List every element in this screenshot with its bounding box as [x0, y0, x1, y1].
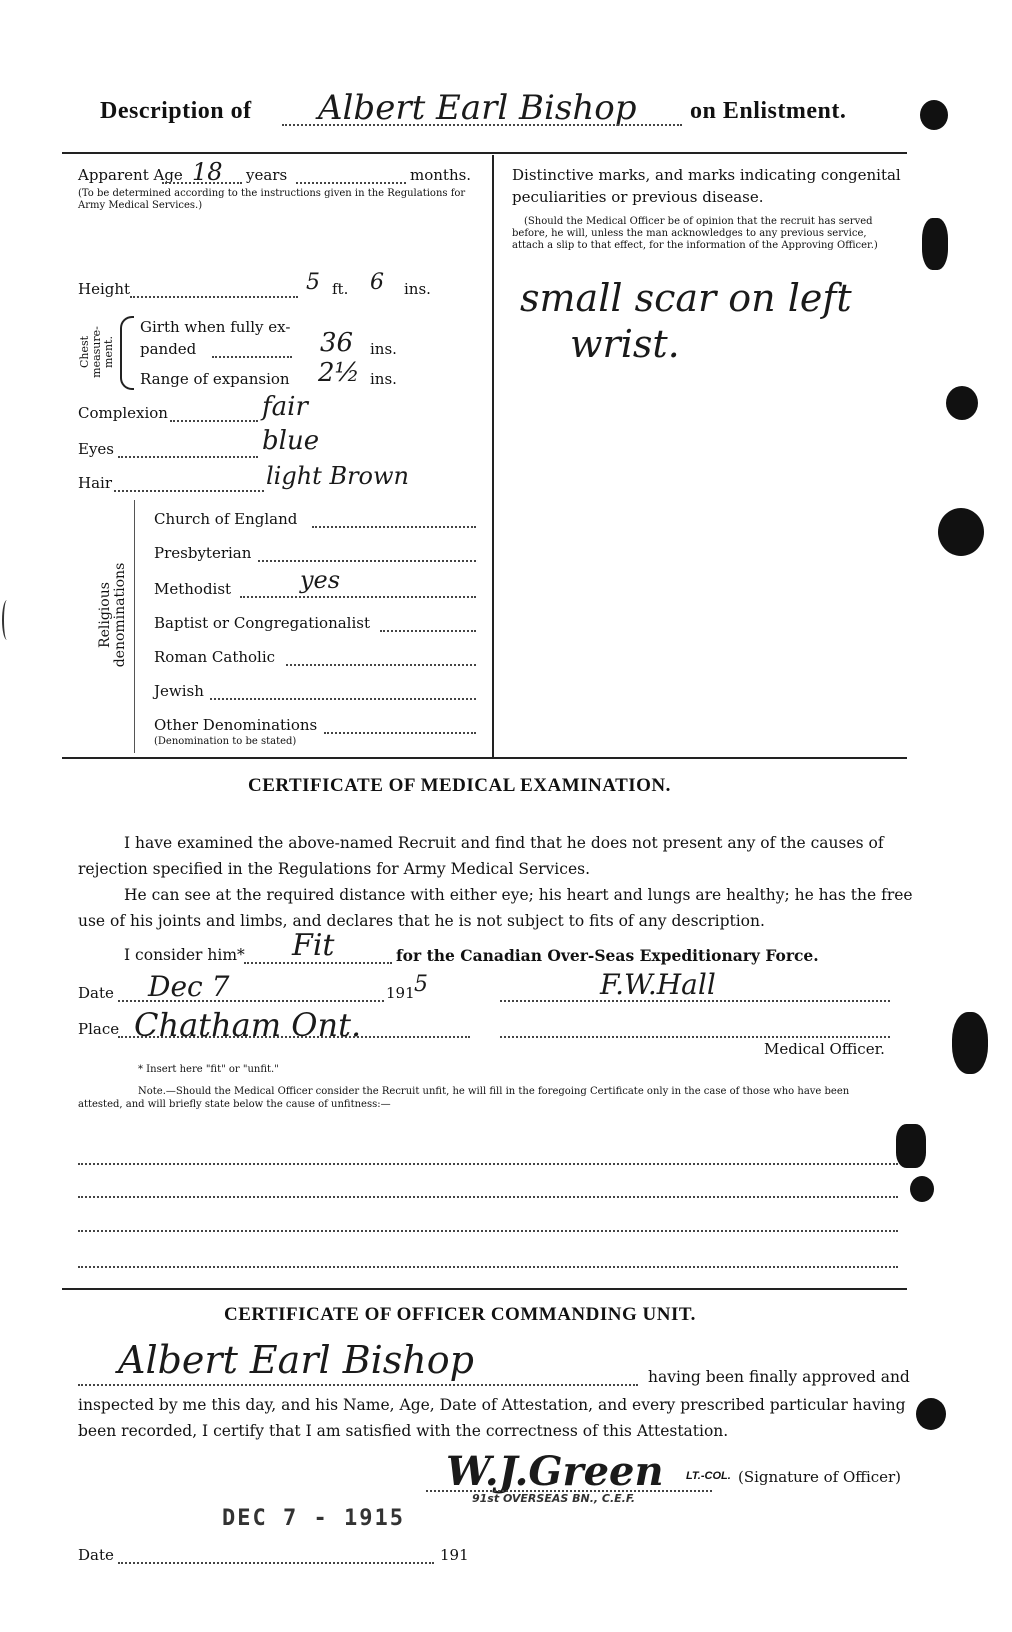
- commanding-signature: W.J.Green: [446, 1448, 664, 1495]
- religion-baptist: Baptist or Congregationalist: [154, 614, 370, 632]
- eyes-dots: [118, 456, 258, 458]
- religion-other: Other Denominations: [154, 716, 318, 734]
- medical-year-prefix: 191: [386, 984, 415, 1002]
- age-note: (To be determined according to the instructions given in the Regulations for Army Medical Services.): [78, 188, 466, 211]
- range-unit: ins.: [370, 370, 397, 388]
- commanding-name-dots: [78, 1384, 638, 1386]
- years-label: years: [246, 166, 288, 184]
- commanding-line2: inspected by me this day, and his Name, Age, Date of Attestation, and every prescribed particular having: [78, 1396, 906, 1414]
- medical-officer-signature: F.W.Hall: [600, 968, 716, 1001]
- ink-blot-2: [896, 1124, 926, 1168]
- religion-methodist-value: yes: [300, 566, 341, 594]
- unfit-line-3: [78, 1230, 898, 1232]
- complexion-dots: [170, 420, 258, 422]
- eyes-label: Eyes: [78, 440, 114, 458]
- age-value: 18: [192, 158, 223, 186]
- margin-mark: [2, 600, 12, 640]
- marks-heading-2: peculiarities or previous disease.: [512, 188, 764, 206]
- medical-para2-line1: He can see at the required distance with either eye; his heart and lungs are healthy; he has the free: [124, 886, 913, 904]
- hair-label: Hair: [78, 474, 112, 492]
- medical-date-label: Date: [78, 984, 114, 1002]
- religion-jewish: Jewish: [154, 682, 204, 700]
- consider-suffix: for the Canadian Over-Seas Expeditionary Force.: [396, 946, 819, 965]
- range-value: 2½: [318, 358, 360, 388]
- recruit-name-handwritten: Albert Earl Bishop: [318, 88, 637, 128]
- hair-dots: [114, 490, 264, 492]
- unfit-line-2: [78, 1196, 898, 1198]
- commanding-name-value: Albert Earl Bishop: [118, 1338, 474, 1382]
- religion-presbyterian: Presbyterian: [154, 544, 252, 562]
- unit-stamp: 91st OVERSEAS BN., C.E.F.: [472, 1492, 636, 1505]
- binder-hole-5: [916, 1398, 946, 1430]
- medical-place-value: Chatham Ont.: [134, 1006, 362, 1044]
- religion-dots-6: [324, 732, 476, 734]
- unfit-line-1: [78, 1163, 898, 1165]
- girth-dots: [212, 356, 292, 358]
- religion-dots-1: [258, 560, 476, 562]
- commanding-line3: been recorded, I certify that I am satisfied with the correctness of this Attestation.: [78, 1422, 729, 1440]
- girth-label-2: panded: [140, 340, 197, 358]
- ink-blot-3: [910, 1176, 934, 1202]
- commanding-heading: CERTIFICATE OF OFFICER COMMANDING UNIT.: [224, 1304, 696, 1325]
- binder-hole-3: [938, 508, 984, 556]
- commanding-date-label: Date: [78, 1546, 114, 1564]
- marks-note: (Should the Medical Officer be of opinion that the recruit has served before, he will, unless the man acknowledges to any previous service, attach a slip to that effect, for the information of the Approving Officer.): [512, 216, 878, 251]
- ft-label: ft.: [332, 280, 349, 298]
- girth-unit: ins.: [370, 340, 397, 358]
- medical-date-value: Dec 7: [148, 970, 230, 1003]
- unfit-line-4: [78, 1266, 898, 1268]
- consider-prefix: I consider him*: [124, 946, 245, 964]
- medical-heading: CERTIFICATE OF MEDICAL EXAMINATION.: [248, 775, 671, 796]
- eyes-value: blue: [262, 426, 320, 456]
- medical-officer-title: Medical Officer.: [764, 1040, 885, 1058]
- height-ft-value: 5: [306, 270, 320, 295]
- height-in-value: 6: [370, 270, 384, 295]
- consider-value: Fit: [292, 928, 335, 963]
- top-rule: [62, 152, 907, 154]
- medical-officer-dots: [500, 1036, 890, 1038]
- religion-dots-3: [380, 630, 476, 632]
- chest-brace: [120, 316, 134, 390]
- medical-para1-line1: I have examined the above-named Recruit and find that he does not present any of the causes of: [124, 834, 884, 852]
- medical-para2-line2: use of his joints and limbs, and declares that he is not subject to fits of any description.: [78, 912, 765, 930]
- height-ins-label: ins.: [404, 280, 431, 298]
- range-label: Range of expansion: [140, 370, 290, 388]
- date-stamp: DEC 7 - 1915: [222, 1506, 405, 1531]
- hair-value: light Brown: [266, 462, 410, 490]
- marks-value-line-2: wrist.: [570, 322, 680, 366]
- title-dotted-line: [282, 124, 682, 126]
- months-label: months.: [410, 166, 472, 184]
- marks-heading-1: Distinctive marks, and marks indicating congenital: [512, 166, 901, 184]
- binder-hole-2: [946, 386, 978, 420]
- religion-bracket-line: [134, 500, 135, 753]
- religion-dots-2: [240, 596, 476, 598]
- religion-dots-5: [210, 698, 476, 700]
- commanding-rank: LT.-COL.: [686, 1470, 731, 1482]
- commanding-date-suffix: 191: [440, 1546, 469, 1564]
- girth-value: 36: [320, 328, 354, 358]
- insert-note: * Insert here "fit" or "unfit.": [138, 1064, 279, 1075]
- medical-para1-line2: rejection specified in the Regulations for Army Medical Services.: [78, 860, 590, 878]
- binder-hole-4: [952, 1012, 988, 1074]
- girth-label-1: Girth when fully ex-: [140, 318, 291, 336]
- binder-hole-1: [920, 100, 948, 130]
- unfit-note-line2: attested, and will briefly state below the cause of unfitness:—: [78, 1099, 391, 1110]
- religion-roman-catholic: Roman Catholic: [154, 648, 276, 666]
- section-rule-2: [62, 1288, 907, 1290]
- ink-blot-1: [922, 218, 948, 270]
- medical-place-label: Place: [78, 1020, 120, 1038]
- religion-other-note: (Denomination to be stated): [154, 736, 297, 747]
- complexion-value: fair: [262, 392, 308, 422]
- age-label: Apparent Age: [78, 166, 183, 184]
- marks-value-line-1: small scar on left: [520, 276, 852, 320]
- religion-methodist: Methodist: [154, 580, 232, 598]
- chest-label: Chest measure-ment.: [78, 326, 115, 378]
- religion-side-label: Religious denominations: [97, 562, 128, 668]
- religion-dots-4: [286, 664, 476, 666]
- medical-year-value: 5: [414, 972, 428, 997]
- months-dots: [296, 182, 406, 184]
- title-prefix: Description of: [100, 98, 252, 124]
- religion-dots-0: [312, 526, 476, 528]
- column-divider: [492, 155, 494, 757]
- religion-church-of-england: Church of England: [154, 510, 298, 528]
- commanding-date-dots: [118, 1562, 434, 1564]
- unfit-note-line1: Note.—Should the Medical Officer consider the Recruit unfit, he will fill in the foregoing Certificate only in the case of those who have been: [138, 1086, 850, 1097]
- complexion-label: Complexion: [78, 404, 168, 422]
- commanding-line1-suffix: having been finally approved and: [648, 1368, 910, 1386]
- section-rule-1: [62, 757, 907, 759]
- height-label: Height: [78, 280, 131, 298]
- height-dots: [130, 296, 298, 298]
- commanding-signature-label: (Signature of Officer): [738, 1468, 902, 1486]
- title-suffix: on Enlistment.: [690, 98, 847, 124]
